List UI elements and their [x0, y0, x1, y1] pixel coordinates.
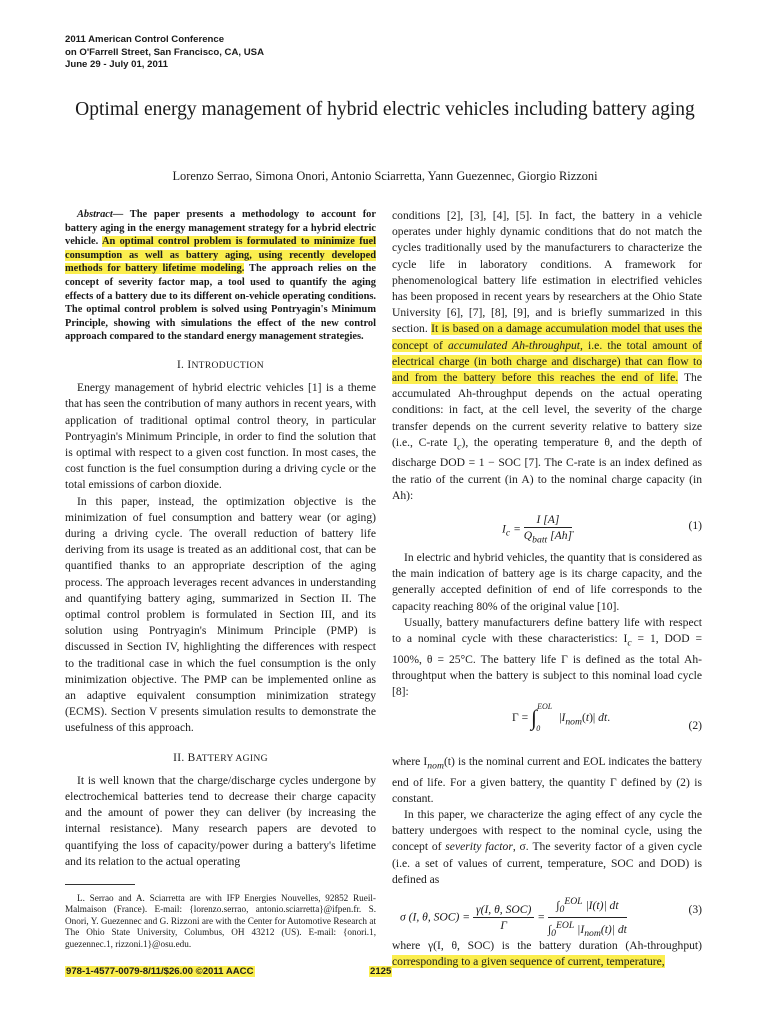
- equation-3: [392, 892, 702, 940]
- text: , σ. The severity factor of a given cycle (i.e. a set of values of current, temperature, SOC and DOD) is defined as: [392, 840, 702, 886]
- equation-body: $I_c$ = $\frac{I [A]}{Q_{batt} [Ah]}$ .: [502, 512, 575, 546]
- section-heading: [65, 357, 376, 374]
- right-column: [392, 208, 702, 970]
- equation-number: (1): [688, 518, 702, 532]
- paragraph: In this paper, instead, the optimization objective is the minimization of fuel consumption and battery wear (or aging) during a driving cycle. The overall reduction of battery life deriving from its usage is treated as an additional cost, that can be quantified thanks to an appropriate description of the aging process. The approach leverages recent advances in understanding and quantifying battery aging, summarized in Section II. The optimal control problem is formulated in Section III, and its solution using Pontryagin's Minimum Principle (PMP) is discussed in Section IV, highlighting the differences with respect to the traditional case in which the fuel consumption is the only minimization objective. The PMP can be implemented online as an adaptive equivalent consumption minimization strategy (ECMS). Section V presents simulation results to demonstrate the usefulness of this approach.: [65, 494, 376, 735]
- section-heading-cap: I: [187, 358, 192, 371]
- paragraph: [392, 938, 702, 970]
- text: = 1, DOD = 100%, θ = 25°C. The battery life Γ is defined as the total Ah-throughtput when the battery is subject to this nominal load cycle [8]:: [392, 631, 702, 698]
- equation-number: (3): [688, 903, 702, 917]
- paragraph: Usually, battery manufacturers define battery life with respect to a nominal cycle with these characteristics: $I_c = 1$, DOD = 100%, θ = 25°C. The battery life Γ is defined as the total Ah-throughtput when the battery is subject to this nominal load cycle [8]:: [392, 615, 702, 698]
- text: conditions [2], [3], [4], [5]. In fact, the battery in a vehicle operates under highly dynamic conditions that do not match the cycles traditionally used by the manufacturers to characterize the cycle life in laboratory conditions. A framework for phenomenological battery life estimation in electrified vehicles has been proposed in recent years by researchers at the Ohio State University [6], [7], [8], [9], and is briefly summarized in this section.: [392, 209, 702, 336]
- equation-number: (2): [688, 719, 702, 733]
- text: Usually, battery manufacturers define battery life with respect to a nominal cycle with these characteristics: I: [392, 615, 702, 645]
- highlight[interactable]: [392, 322, 702, 384]
- paragraph: Energy management of hybrid electric vehicles [1] is a theme that has seen the contribution of many authors in recent years, with application of traditional optimal control theory, in particular Pontryagin's Minimum Principle, in order to find the solution that is optimal with respect to a given cost function. In most cases, the cost function is the fuel consumption during a driving cycle or the total emissions of carbon dioxide.: [65, 381, 377, 492]
- text: The accumulated Ah-throughput depends on the actual operating conditions: in fact, at the cell level, the severity of the charge transfer depends on the current severity relative to battery size (i.e., C-rate I: [392, 371, 702, 449]
- text: where γ(I, θ, SOC) is the battery duration (Ah-throughput): [392, 939, 702, 953]
- text: (t) is the nominal current and EOL indicates the battery end of life. For a given battery, the quantity Γ defined by (2) is constant.: [392, 755, 702, 805]
- isbn-footer: 978-1-4577-0079-8/11/$26.00 ©2011 AACC: [66, 966, 254, 977]
- paragraph: It is well known that the charge/discharge cycles undergone by electrochemical batteries tend to decrease their charge capacity and the amount of power they can deliver (by increasing the internal resistance). Many research papers are devoted to quantifying the loss of capacity/power during a battery's lifetime and its relation to the actual operating: [65, 773, 376, 868]
- section-number: II.: [173, 751, 188, 764]
- highlight[interactable]: An optimal control problem is formulated to minimize fuel consumption as well as battery aging, using recently developed methods for battery lifetime modeling.: [65, 236, 376, 275]
- equation-1: [392, 508, 702, 546]
- emphasis: accumulated Ah-throughput: [448, 338, 581, 352]
- text: , i.e. the total amount of electrical charge (in both charge and discharge) that can flow to and from the battery before this reaches the end of life.: [392, 338, 702, 385]
- text: It is based on a damage accumulation model that uses the concept of: [392, 322, 703, 352]
- abstract-label: Abstract: [77, 209, 113, 220]
- footnote-rule: [65, 884, 135, 885]
- text: where I: [392, 755, 428, 769]
- conference-line: June 29 - July 01, 2011: [65, 59, 168, 70]
- section-heading-cap: B: [187, 751, 196, 764]
- section-heading-rest: NTRODUCTION: [191, 359, 265, 371]
- paragraph: [392, 807, 702, 888]
- abstract-dash: —: [112, 209, 130, 220]
- equation-2: [392, 704, 702, 750]
- conference-line: on O'Farrell Street, San Francisco, CA, USA: [65, 46, 265, 58]
- text: In this paper, we characterize the aging effect of any cycle the battery undergoes with respect to the nominal cycle, using the concept of: [392, 808, 702, 854]
- paper-title: Optimal energy management of hybrid electric vehicles including battery aging: [75, 99, 695, 120]
- paragraph: where $I_{nom}(t)$ is the nominal current and EOL indicates the battery end of life. For a given battery, the quantity Γ defined by (2) is constant.: [392, 755, 702, 805]
- left-column: [65, 208, 376, 870]
- conference-info: [65, 34, 264, 72]
- equation-body: σ (I, θ, SOC) = $\frac{\text{γ(I, θ, SOC)}}{\Gamma}$ = $\frac{\int_0^{EOL} |I(t)| dt}{\int_0^{EOL} |I_{nom}(t)| dt}$: [400, 896, 627, 940]
- equation-body: Γ = ∫$^{EOL}_0$ $|I_{nom}(t)|$ dt.: [512, 702, 611, 734]
- paragraph: In electric and hybrid vehicles, the quantity that is considered as the main indication of battery age is its charge capacity, and the generally accepted definition of end of life corresponds to the capacity reaching 80% of the original value [10].: [392, 550, 702, 613]
- section-heading-rest: ATTERY AGING: [195, 752, 268, 764]
- abstract: [65, 208, 376, 344]
- author-list: Lorenzo Serrao, Simona Onori, Antonio Sciarretta, Yann Guezennec, Giorgio Rizzoni: [172, 169, 598, 183]
- paragraph: conditions [2], [3], [4], [5]. In fact, the battery in a vehicle operates under highly dynamic conditions that do not match the cycles traditionally used by the manufacturers to characterize the cycle life in laboratory conditions. A framework for phenomenological battery life estimation in electrified vehicles has been proposed in recent years by researchers at the Ohio State University [6], [7], [8], [9], and is briefly summarized in this section. It is based on a damage accumulation model that uses the concept of accumulated Ah-throughput, i.e. the total amount of electrical charge (in both charge and discharge) that can flow to and from the battery before this reaches the end of life. The accumulated Ah-throughput depends on the actual operating conditions: in fact, at the cell level, the severity of the charge transfer depends on the current severity relative to battery size (i.e., C-rate $I_c$), the operating temperature θ, and the depth of discharge DOD = 1 − SOC [7]. The C-rate is an index defined as the ratio of the current (in A) to the nominal charge capacity (in Ah):: [392, 209, 703, 502]
- page-number: 2125: [370, 966, 392, 977]
- abstract-text: The paper presents a methodology to account for battery aging in the energy management strategy for a hybrid electric vehicle.: [65, 209, 376, 248]
- emphasis: severity factor: [445, 840, 513, 854]
- abstract-text: The approach relies on the concept of severity factor map, a tool used to quantify the aging effects of a battery due to its different on-vehicle operating conditions. The optimal control problem is solved using Pontryagin's Minimum Principle, showing with simulations the effect of the new control approach compared to the standard energy management strategies.: [65, 263, 377, 343]
- text: ), the operating temperature θ, and the depth of discharge DOD = 1 − SOC [7]. The C-rate is an index defined as the ratio of the current (in A) to the nominal charge capacity (in Ah):: [392, 435, 702, 502]
- section-number: I.: [176, 358, 188, 371]
- conference-line: 2011 American Control Conference: [65, 34, 225, 45]
- highlight[interactable]: corresponding to a given sequence of current, temperature,: [392, 955, 665, 969]
- footnote: [65, 893, 376, 950]
- footnote-text: L. Serrao and A. Sciarretta are with IFP Energies Nouvelles, 92852 Rueil-Malmaison (France). E-mail: {lorenzo.serrao, antonio.sciarretta}@ifpen.fr. S. Onori, Y. Guezennec and G. Rizzoni are with the Center for Automotive Research at The Ohio State University, Columbus, OH 43212 (US). E-mail: {onori.1, guezennec.1, rizzoni.1}@osu.edu.: [65, 893, 376, 949]
- section-heading: [65, 750, 376, 767]
